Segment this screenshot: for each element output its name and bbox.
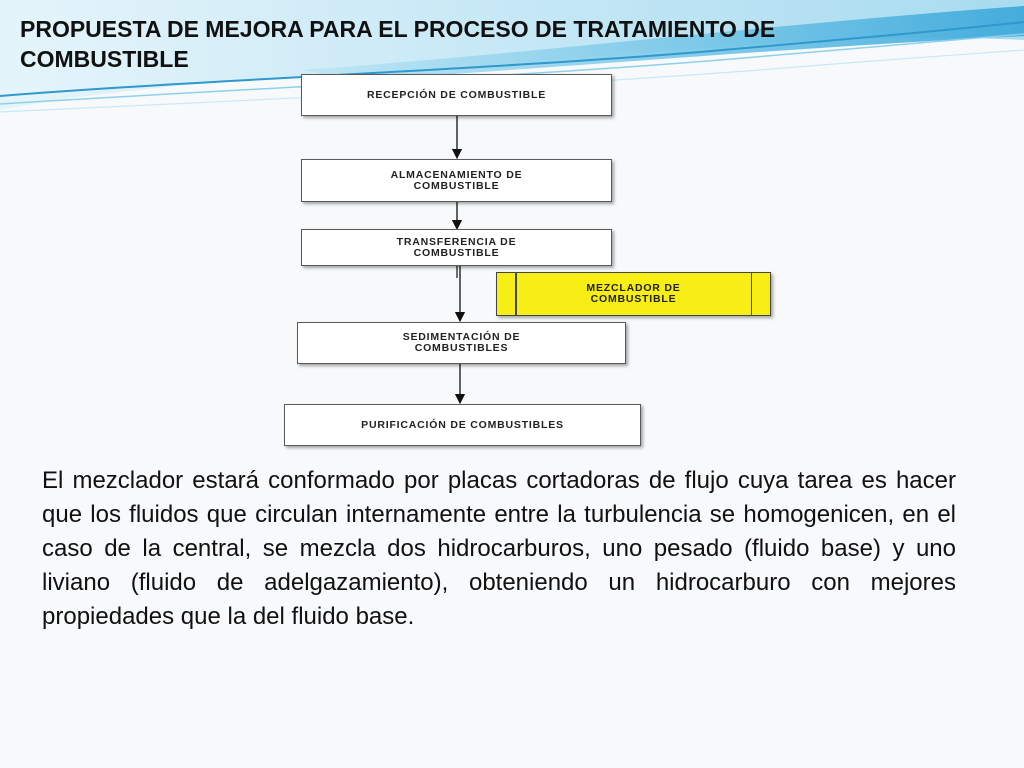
node-transferencia	[301, 229, 612, 266]
node-mezclador-label: MEZCLADOR DE COMBUSTIBLE	[586, 282, 681, 305]
node-sedimentacion	[297, 322, 626, 364]
body-paragraph: El mezclador estará conformado por placas cortadoras de flujo cuya tarea es hacer que los fluidos que circulan internamente entre la turbulencia se homogenicen, en el caso de la central, se mezcla dos hidrocarburos, uno pesado (fluido base) y uno liviano (fluido de adelgazamiento), obteniendo un hidrocarburo con mejores propiedades que la del fluido base.	[42, 467, 956, 630]
mezclador-left-bar	[515, 273, 517, 315]
node-almacenamiento-label: ALMACENAMIENTO DE COMBUSTIBLE	[390, 168, 523, 192]
node-transferencia-label: TRANSFERENCIA DE COMBUSTIBLE	[396, 235, 517, 259]
slide-title-line-2: COMBUSTIBLE	[20, 46, 189, 72]
node-mezclador	[496, 272, 771, 316]
node-recepcion	[301, 74, 612, 116]
mezclador-right-bar	[751, 273, 753, 315]
node-sedimentacion-label: SEDIMENTACIÓN DE COMBUSTIBLES	[402, 331, 521, 354]
node-purificacion-label: PURIFICACIÓN DE COMBUSTIBLES	[361, 418, 564, 431]
slide-title-line-1: PROPUESTA DE MEJORA PARA EL PROCESO DE TRATAMIENTO DE	[20, 16, 776, 42]
node-almacenamiento	[301, 159, 612, 202]
node-purificacion	[284, 404, 641, 446]
node-recepcion-label: RECEPCIÓN DE COMBUSTIBLE	[366, 88, 547, 101]
